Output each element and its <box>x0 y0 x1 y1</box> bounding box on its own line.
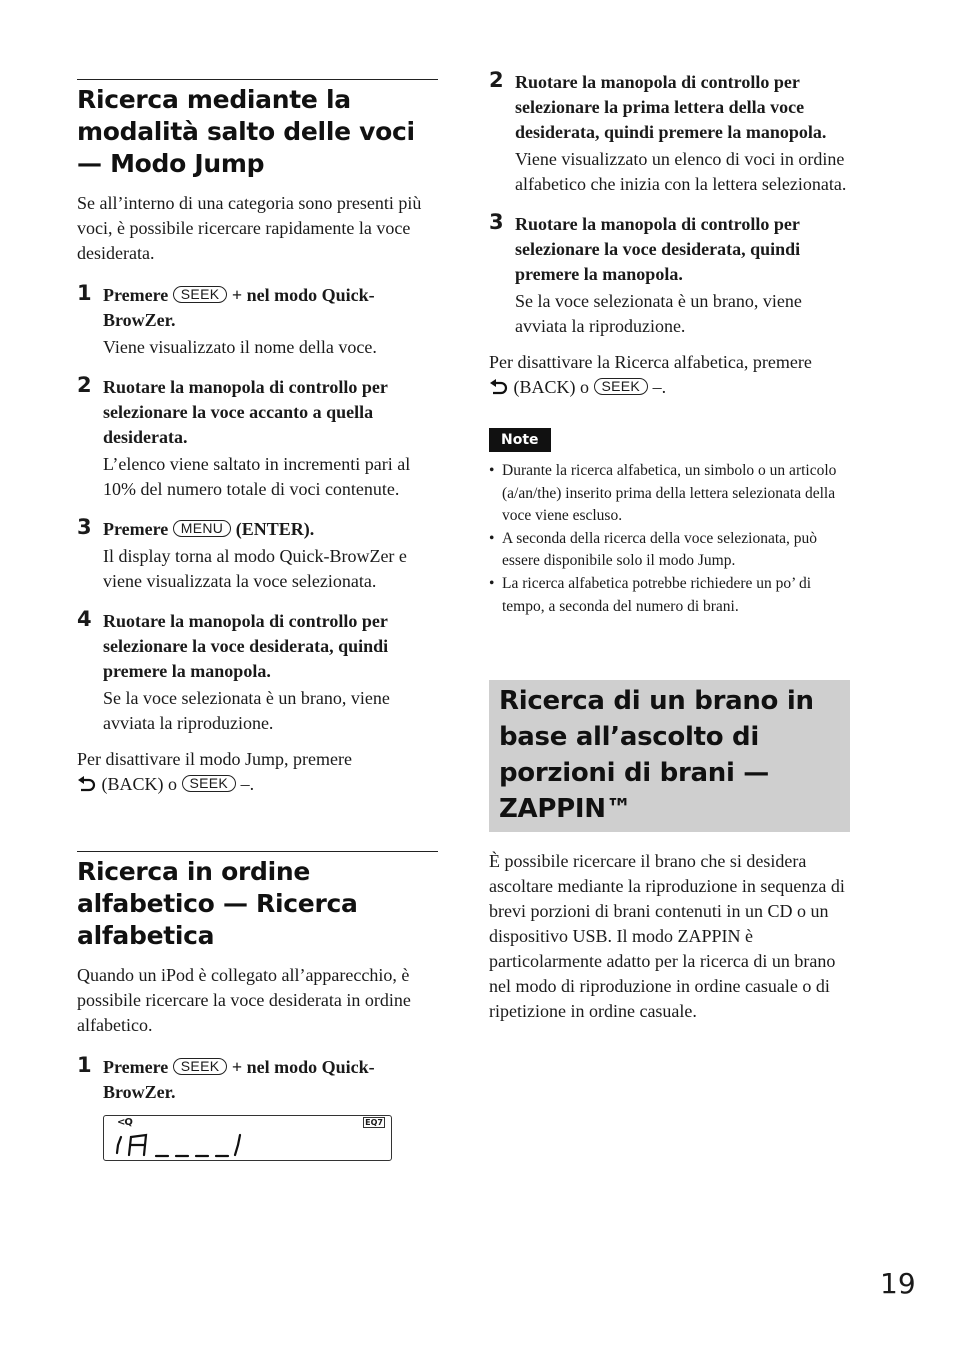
step-title: Ruotare la manopola di controllo per selezionare la voce desiderata, quindi premere la manopola. <box>103 611 389 681</box>
step-title: Ruotare la manopola di controllo per selezionare la voce desiderata, quindi premere la manopola. <box>515 214 801 284</box>
section-jump-intro: Se all’interno di una categoria sono presenti più voci, è possibile ricercare rapidamente la voce desiderata. <box>77 193 422 263</box>
seek-button-label: SEEK <box>173 286 228 303</box>
step-title: Ruotare la manopola di controllo per selezionare la prima lettera della voce desiderata, quindi premere la manopola. <box>515 72 827 142</box>
jump-step-2 <box>77 375 438 502</box>
section-alpha-intro: Quando un iPod è collegato all’apparecchio, è possibile ricercare la voce desiderata in ordine alfabetico. <box>77 965 411 1035</box>
lcd-display-illustration <box>103 1115 392 1161</box>
step-number: 2 <box>489 68 504 92</box>
step-number: 3 <box>489 210 504 234</box>
step-description: Se la voce selezionata è un brano, viene avviata la riproduzione. <box>515 291 802 336</box>
step-title <box>103 1055 438 1105</box>
note-label: Note <box>489 428 551 452</box>
note-item: • Durante la ricerca alfabetica, un simbolo o un articolo (a/an/the) inserito prima della lettera selezionata della voce viene escluso. <box>489 460 850 528</box>
step-number: 3 <box>77 515 92 539</box>
notes-list <box>489 460 850 618</box>
step-number: 2 <box>77 373 92 397</box>
cancel-text: Per disattivare la Ricerca alfabetica, premere <box>489 352 812 372</box>
right-column <box>489 70 850 1024</box>
step-number: 1 <box>77 281 92 305</box>
back-arrow-icon <box>77 776 97 792</box>
section-jump-title: Ricerca mediante la modalità salto delle voci — Modo Jump <box>77 85 415 178</box>
search-indicator-icon: <Q <box>117 1117 132 1128</box>
step-description: Viene visualizzato un elenco di voci in ordine alfabetico che inizia con la lettera selezionata. <box>515 149 847 194</box>
step-number: 1 <box>77 1053 92 1077</box>
section-alpha <box>77 851 438 1161</box>
section-zappin-heading <box>489 680 850 832</box>
section-zappin-body: È possibile ricercare il brano che si desidera ascoltare mediante la riproduzione in sequenza di brevi porzioni di brani contenuti in un CD o un dispositivo USB. Il modo ZAPPIN è particolarmente adatto per la ricerca di un brano nel modo di riproduzione in ordine casuale o di ripetizione in ordine casuale. <box>489 851 845 1022</box>
alpha-step-1 <box>77 1055 438 1161</box>
jump-step-4 <box>77 609 438 736</box>
eq-indicator-icon: EQ7 <box>365 1118 383 1127</box>
cancel-end-text: –. <box>240 774 255 794</box>
alpha-step-3 <box>489 212 850 339</box>
step-title-text: + nel modo Quick-BrowZer. <box>103 285 375 330</box>
left-column <box>77 79 438 1161</box>
notes-block <box>489 428 850 618</box>
section-zappin-title: Ricerca di un brano in base all’ascolto di porzioni di brani — ZAPPIN™ <box>499 686 814 825</box>
step-description: L’elenco viene saltato in incrementi pari al 10% del numero totale di voci contenute. <box>103 454 411 499</box>
step-title <box>103 517 438 542</box>
seek-button-label: SEEK <box>594 378 649 395</box>
step-title-text: (ENTER). <box>235 519 315 539</box>
step-title-text: Premere <box>103 1057 169 1077</box>
page-number: 19 <box>880 1267 916 1300</box>
note-item: • La ricerca alfabetica potrebbe richiedere un po’ di tempo, a seconda del numero di brani. <box>489 573 850 618</box>
step-description: Viene visualizzato il nome della voce. <box>103 337 377 357</box>
alpha-cancel-instructions <box>489 350 850 400</box>
step-number: 4 <box>77 607 92 631</box>
note-item: • A seconda della ricerca della voce selezionata, può essere disponibile solo il modo Jump. <box>489 528 850 573</box>
seek-button-label: SEEK <box>173 1058 228 1075</box>
menu-button-label: MENU <box>173 520 231 537</box>
jump-step-1 <box>77 283 438 360</box>
step-title-text: + nel modo Quick-BrowZer. <box>103 1057 375 1102</box>
step-description: Il display torna al modo Quick-BrowZer e viene visualizzata la voce selezionata. <box>103 546 407 591</box>
section-alpha-title: Ricerca in ordine alfabetico — Ricerca alfabetica <box>77 857 358 950</box>
step-title: Ruotare la manopola di controllo per selezionare la voce accanto a quella desiderata. <box>103 377 388 447</box>
section-jump <box>77 79 438 797</box>
cancel-back-text: (BACK) o <box>101 774 177 794</box>
step-description: Se la voce selezionata è un brano, viene avviata la riproduzione. <box>103 688 390 733</box>
step-title <box>103 283 438 333</box>
cancel-end-text: –. <box>652 377 667 397</box>
jump-cancel-instructions <box>77 747 438 797</box>
cancel-text: Per disattivare il modo Jump, premere <box>77 749 352 769</box>
cancel-back-text: (BACK) o <box>513 377 589 397</box>
back-arrow-icon <box>489 379 509 395</box>
step-title-text: Premere <box>103 285 169 305</box>
segment-display-icon <box>114 1131 254 1159</box>
jump-step-3 <box>77 517 438 594</box>
seek-button-label: SEEK <box>182 775 237 792</box>
alpha-step-2 <box>489 70 850 197</box>
step-title-text: Premere <box>103 519 169 539</box>
